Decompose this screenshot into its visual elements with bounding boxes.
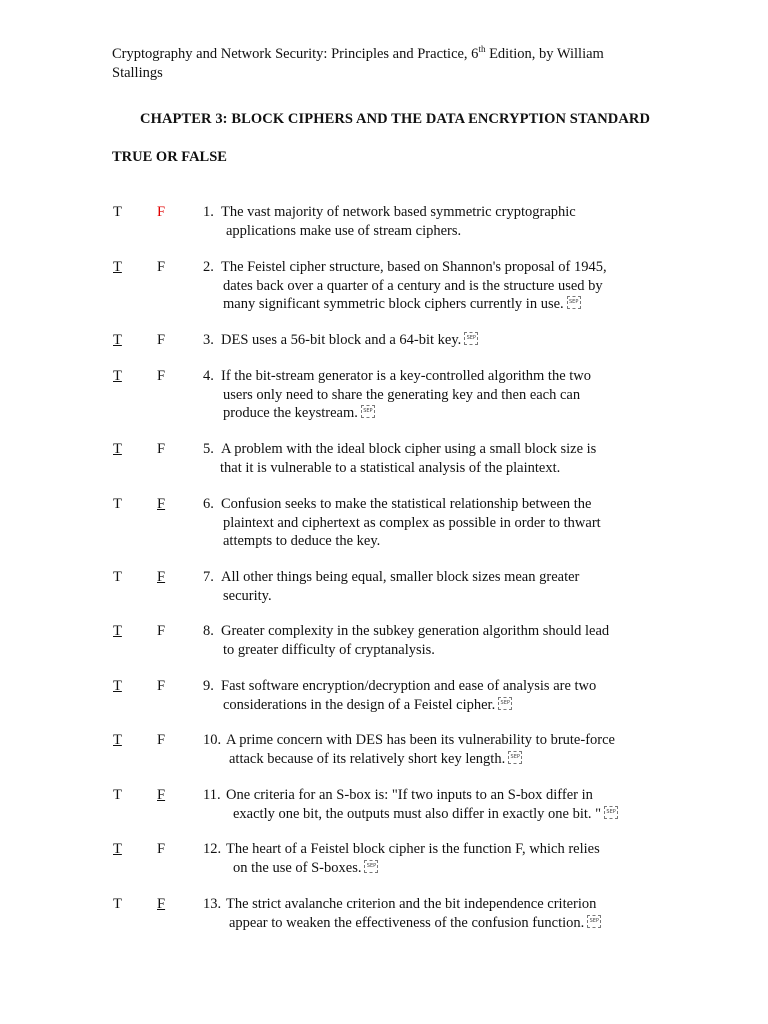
question-number: 4. xyxy=(203,368,214,384)
question-text-line: users only need to share the generating key and then each can xyxy=(223,386,581,403)
question-text-line: A prime concern with DES has been its vulnerability to brute-force xyxy=(226,732,615,748)
question-number: 3. xyxy=(203,332,214,348)
question-number: 11. xyxy=(203,787,221,803)
question-number: 1. xyxy=(203,204,214,220)
question-text-line: considerations in the design of a Feistel cipher. SEP xyxy=(223,696,512,715)
true-option: T xyxy=(113,732,122,748)
false-option: F xyxy=(157,678,166,694)
question-number: 7. xyxy=(203,569,214,585)
true-option: T xyxy=(113,678,122,694)
sep-marker-icon: SEP xyxy=(364,860,378,873)
question-text-line: DES uses a 56-bit block and a 64-bit key. SEP xyxy=(221,331,478,350)
question-text-line: security. xyxy=(223,587,272,604)
question-text-line: All other things being equal, smaller block sizes mean greater xyxy=(221,569,580,585)
book-title-sup: th xyxy=(478,44,486,55)
question-text-line: applications make use of stream ciphers. xyxy=(226,222,462,239)
chapter-title: CHAPTER 3: BLOCK CIPHERS AND THE DATA ENCRYPTION STANDARD xyxy=(140,111,651,127)
false-option: F xyxy=(157,204,166,220)
true-option: T xyxy=(113,259,122,275)
question-number: 5. xyxy=(203,441,214,457)
false-option: F xyxy=(157,368,166,384)
question-text-line: on the use of S-boxes. SEP xyxy=(233,859,378,878)
question-text-line: dates back over a quarter of a century and is the structure used by xyxy=(223,277,603,294)
question-text-line: The vast majority of network based symmetric cryptographic xyxy=(221,204,576,220)
false-option: F xyxy=(157,332,166,348)
true-option: T xyxy=(113,569,122,585)
false-option: F xyxy=(157,732,166,748)
false-option: F xyxy=(157,787,166,803)
true-option: T xyxy=(113,787,122,803)
true-option: T xyxy=(113,496,122,512)
false-option: F xyxy=(157,569,166,585)
question-number: 13. xyxy=(203,896,222,912)
sep-marker-icon: SEP xyxy=(567,296,581,309)
question-text-line: attempts to deduce the key. xyxy=(223,533,381,549)
sep-marker-icon: SEP xyxy=(604,806,618,819)
true-option: T xyxy=(113,204,122,220)
false-option: F xyxy=(157,896,166,912)
question-text-line: produce the keystream. SEP xyxy=(223,404,375,423)
question-text-line: One criteria for an S-box is: "If two inputs to an S-box differ in xyxy=(226,787,593,803)
question-number: 2. xyxy=(203,259,214,275)
question-number: 6. xyxy=(203,496,214,512)
true-option: T xyxy=(113,441,122,457)
question-text-line: appear to weaken the effectiveness of the confusion function. SEP xyxy=(229,914,601,933)
question-text-line: Fast software encryption/decryption and ease of analysis are two xyxy=(221,678,597,694)
book-title-part2: Edition, by William Stallings xyxy=(112,46,604,81)
sep-marker-icon: SEP xyxy=(464,332,478,345)
section-title: TRUE OR FALSE xyxy=(112,149,227,165)
question-number: 8. xyxy=(203,623,214,639)
false-option: F xyxy=(157,259,166,275)
question-text-line: Greater complexity in the subkey generation algorithm should lead xyxy=(221,623,610,639)
question-text-line: If the bit-stream generator is a key-controlled algorithm the two xyxy=(221,368,592,384)
sep-marker-icon: SEP xyxy=(498,697,512,710)
true-option: T xyxy=(113,368,122,384)
sep-marker-icon: SEP xyxy=(361,405,375,418)
question-text-line: many significant symmetric block ciphers currently in use. SEP xyxy=(223,295,581,314)
question-text-line: The strict avalanche criterion and the bit independence criterion xyxy=(226,896,597,912)
question-number: 9. xyxy=(203,678,214,694)
false-option: F xyxy=(157,841,166,857)
question-text-line: The heart of a Feistel block cipher is the function F, which relies xyxy=(226,841,600,857)
false-option: F xyxy=(157,496,166,512)
book-title-part1: Cryptography and Network Security: Principles and Practice, 6 xyxy=(112,46,479,62)
true-option: T xyxy=(113,841,122,857)
true-option: T xyxy=(113,332,122,348)
false-option: F xyxy=(157,623,166,639)
question-text-line: plaintext and ciphertext as complex as possible in order to thwart xyxy=(223,514,601,531)
question-number: 10. xyxy=(203,732,222,748)
question-text-line: A problem with the ideal block cipher using a small block size is xyxy=(221,441,597,457)
true-option: T xyxy=(113,896,122,912)
question-text-line: The Feistel cipher structure, based on Shannon's proposal of 1945, xyxy=(221,259,607,275)
sep-marker-icon: SEP xyxy=(587,915,601,928)
question-text-line: attack because of its relatively short key length. SEP xyxy=(229,750,522,769)
question-text-line: exactly one bit, the outputs must also differ in exactly one bit. " SEP xyxy=(233,805,618,824)
question-text-line: to greater difficulty of cryptanalysis. xyxy=(223,641,435,658)
false-option: F xyxy=(157,441,166,457)
question-number: 12. xyxy=(203,841,222,857)
book-title xyxy=(112,45,652,83)
sep-marker-icon: SEP xyxy=(508,751,522,764)
question-text-line: that it is vulnerable to a statistical analysis of the plaintext. xyxy=(220,459,561,476)
true-option: T xyxy=(113,623,122,639)
question-text-line: Confusion seeks to make the statistical relationship between the xyxy=(221,496,592,512)
